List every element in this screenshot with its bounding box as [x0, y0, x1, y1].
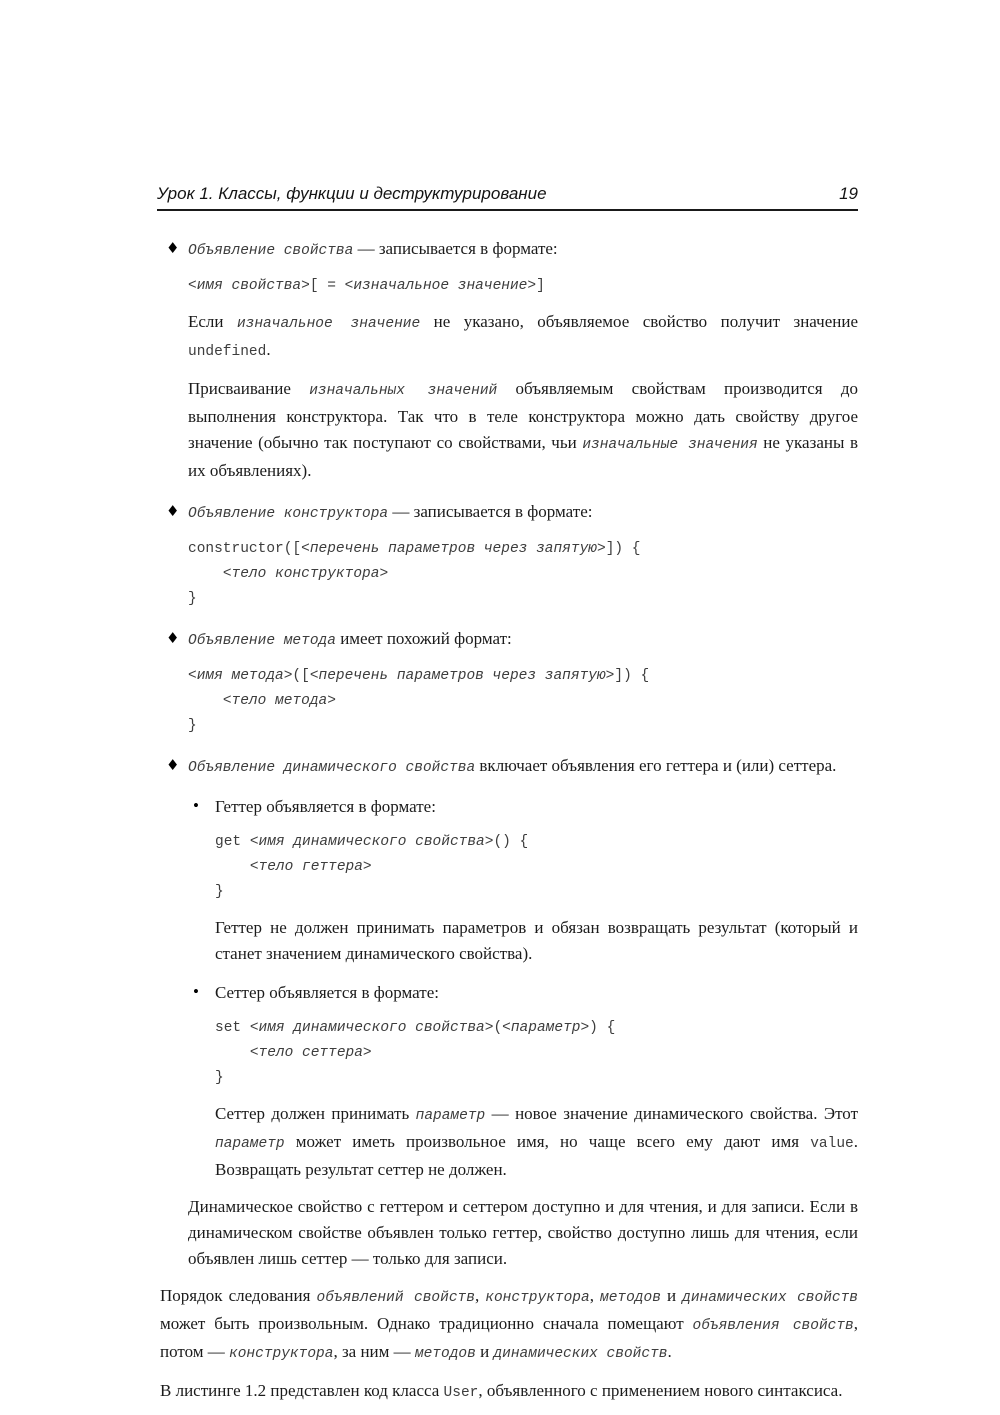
code-line	[188, 273, 858, 298]
code-run: ]	[536, 278, 545, 294]
code-term-run: параметр	[215, 1136, 285, 1152]
text-run: имеет похожий формат:	[335, 629, 512, 648]
code-run: ) {	[589, 1020, 616, 1036]
code-term-run: динамических свойств	[682, 1290, 858, 1306]
code-line	[188, 713, 858, 738]
code-run: User	[443, 1385, 479, 1401]
text-run: . Возвращать результат сеттер не должен.	[215, 1132, 858, 1179]
text-run: .	[266, 340, 271, 359]
code-line	[188, 586, 858, 611]
paragraph	[188, 1194, 858, 1272]
dot-bullet-icon: •	[193, 796, 199, 815]
paragraph	[160, 1283, 858, 1367]
text-run: В листинге 1.2 представлен код класса	[160, 1381, 444, 1400]
code-line	[188, 536, 858, 561]
text-run: может быть произвольным. Однако традиционно сначала помещают	[160, 1314, 693, 1333]
code-run: }	[215, 1070, 224, 1086]
text-run: Присваивание	[188, 379, 310, 398]
code-block	[188, 663, 858, 738]
bullet-item	[160, 499, 858, 527]
code-block	[215, 829, 858, 904]
code-term-run: методов	[414, 1346, 476, 1362]
paragraph	[215, 915, 858, 967]
code-run: }	[188, 591, 197, 607]
diamond-bullet-icon: ♦	[166, 239, 180, 257]
code-term-run: Объявление динамического свойства	[188, 760, 476, 776]
text-run: Порядок следования	[160, 1286, 317, 1305]
code-block	[188, 536, 858, 611]
text-run: — записывается в формате:	[388, 502, 593, 521]
code-run: ]) {	[605, 541, 641, 557]
code-line	[215, 1040, 858, 1065]
text-run: — новое значение динамического свойства. Этот	[485, 1104, 858, 1123]
bullet-item	[160, 753, 858, 781]
dot-bullet-icon: •	[193, 982, 199, 1001]
text-run: ,	[589, 1286, 600, 1305]
code-run: ([	[292, 668, 310, 684]
code-run	[188, 566, 223, 582]
text-run: объявляемым свойствам производится до выполнения конструктора. Так что в теле конструктора можно дать свойству другое значение (обычно так поступают со свойствами, чьи	[188, 379, 858, 452]
code-term-run: <имя метода>	[188, 668, 293, 684]
code-block	[215, 1015, 858, 1090]
text-run: Сеттер должен принимать	[215, 1104, 416, 1123]
code-run: () {	[493, 834, 529, 850]
bullet-item	[160, 236, 858, 264]
code-run: }	[188, 718, 197, 734]
code-term-run: динамических свойств	[493, 1346, 668, 1362]
diamond-bullet-icon: ♦	[166, 629, 180, 647]
code-term-run: <тело сеттера>	[249, 1045, 372, 1061]
text-run: Динамическое свойство с геттером и сеттером доступно и для чтения, и для записи. Если в динамическом свойстве объявлен только геттер, свойство доступно лишь для чтения, если объявлен лишь сеттер — только для записи.	[188, 1197, 858, 1268]
code-term-run: <имя динамического свойства>	[249, 1020, 494, 1036]
code-term-run: <тело геттера>	[249, 859, 372, 875]
chapter-title: Урок 1. Классы, функции и деструктурирование	[157, 184, 547, 203]
text-run: Сеттер объявляется в формате:	[215, 983, 439, 1002]
code-run: }	[215, 884, 224, 900]
code-term-run: объявлений свойств	[316, 1290, 475, 1306]
text-run: Геттер объявляется в формате:	[215, 797, 436, 816]
code-run	[215, 859, 250, 875]
code-run: value	[810, 1136, 854, 1152]
code-run: ]) {	[614, 668, 650, 684]
code-term-run: изначальных значений	[309, 383, 498, 399]
code-run	[215, 1045, 250, 1061]
text-run: и	[660, 1286, 683, 1305]
code-term-run: <имя динамического свойства>	[249, 834, 494, 850]
code-term-run: изначальное значение	[236, 316, 421, 332]
code-run: constructor([	[188, 541, 302, 557]
code-term-run: <имя свойства>	[188, 278, 310, 294]
sub-bullet-item	[160, 794, 858, 820]
text-run: Если	[188, 312, 237, 331]
code-line	[188, 688, 858, 713]
code-run: set	[215, 1020, 250, 1036]
sub-bullet-item	[160, 980, 858, 1006]
code-term-run: методов	[600, 1290, 661, 1306]
text-run: может иметь произвольное имя, но чаще всего ему дают имя	[284, 1132, 811, 1151]
text-run: , за ним —	[333, 1342, 415, 1361]
text-run: , объявленного с применением нового синтаксиса.	[478, 1381, 843, 1400]
code-line	[188, 561, 858, 586]
code-term-run: <тело конструктора>	[222, 566, 389, 582]
code-term-run: <перечень параметров через запятую>	[309, 668, 615, 684]
code-line	[215, 1065, 858, 1090]
code-line	[188, 663, 858, 688]
code-term-run: объявления свойств	[692, 1318, 854, 1334]
paragraph	[188, 376, 858, 484]
running-header	[157, 184, 858, 211]
code-line	[215, 829, 858, 854]
code-run	[188, 693, 223, 709]
code-run: [ =	[309, 278, 345, 294]
diamond-bullet-icon: ♦	[166, 756, 180, 774]
code-term-run: <параметр>	[502, 1020, 590, 1036]
text-run: не указаны в их объявлениях).	[188, 433, 859, 480]
code-line	[215, 879, 858, 904]
code-term-run: конструктора	[485, 1290, 590, 1306]
code-run: (	[493, 1020, 503, 1036]
text-run: включает объявления его геттера и (или) сеттера.	[475, 756, 837, 775]
text-run: .	[667, 1342, 672, 1361]
bullet-item	[160, 626, 858, 654]
code-run: get	[215, 834, 250, 850]
code-term-run: изначальные значения	[582, 437, 758, 453]
code-term-run: <изначальное значение>	[344, 278, 537, 294]
paragraph	[188, 309, 858, 365]
code-term-run: Объявление метода	[188, 633, 336, 649]
diamond-bullet-icon: ♦	[166, 502, 180, 520]
code-term-run: <перечень параметров через запятую>	[301, 541, 606, 557]
code-term-run: конструктора	[229, 1346, 334, 1362]
text-run: и	[475, 1342, 494, 1361]
code-term-run: Объявление свойства	[188, 243, 354, 259]
code-run: undefined	[188, 344, 267, 360]
code-term-run: Объявление конструктора	[188, 506, 389, 522]
page-content	[160, 211, 858, 1406]
code-line	[215, 854, 858, 879]
code-term-run: параметр	[415, 1108, 486, 1124]
paragraph	[160, 1378, 858, 1406]
code-block	[188, 273, 858, 298]
code-term-run: <тело метода>	[222, 693, 336, 709]
text-run: — записывается в формате:	[353, 239, 558, 258]
page-number: 19	[839, 184, 858, 203]
text-run: Геттер не должен принимать параметров и обязан возвращать результат (который и станет значением динамического свойства).	[215, 918, 858, 963]
text-run: не указано, объявляемое свойство получит значение	[420, 312, 858, 331]
code-line	[215, 1015, 858, 1040]
paragraph	[215, 1101, 858, 1183]
text-run: , потом —	[160, 1314, 858, 1361]
text-run: ,	[474, 1286, 486, 1305]
